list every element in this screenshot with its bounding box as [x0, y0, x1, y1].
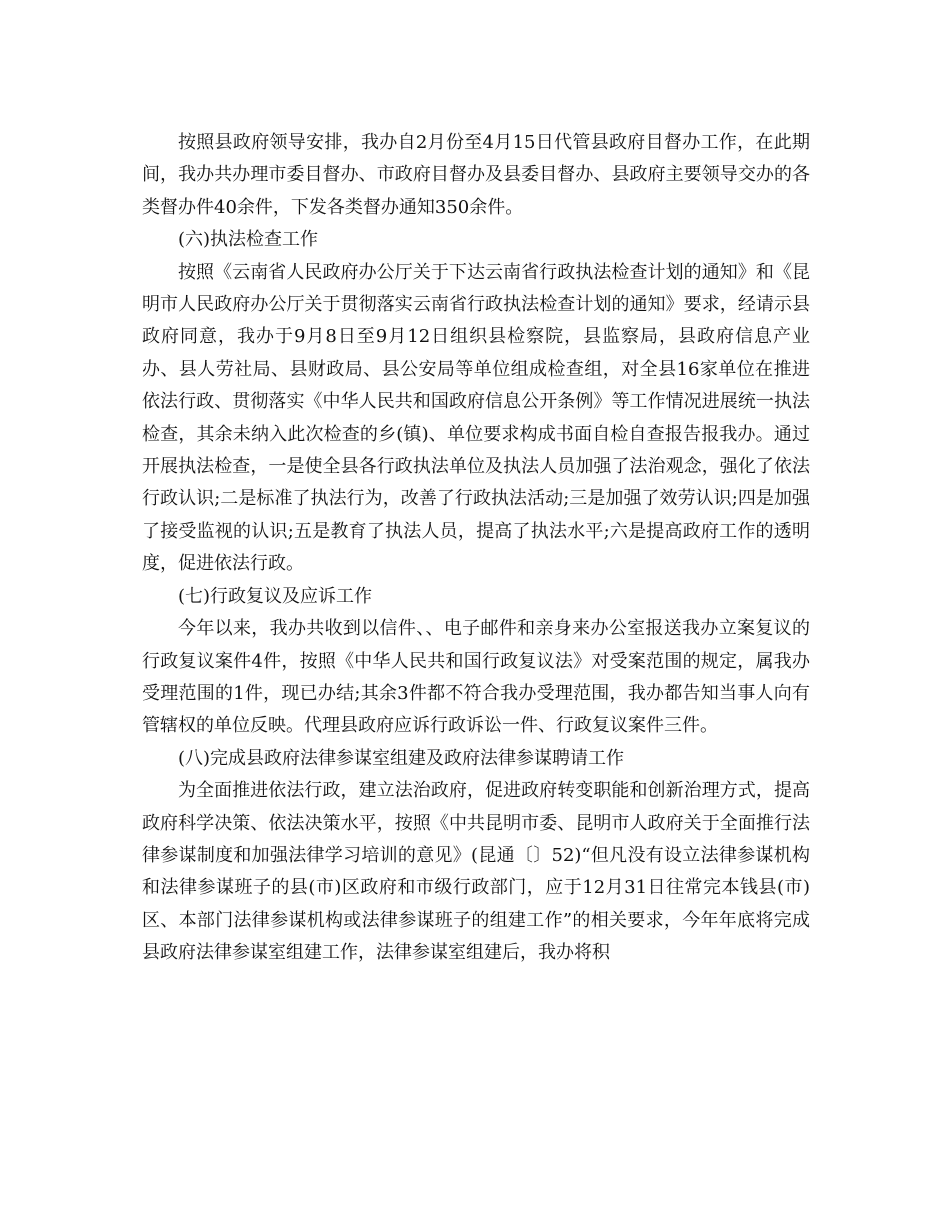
section-heading-6: (六)执法检查工作	[178, 229, 319, 251]
paragraph-administrative-review: 今年以来，我办共收到以信件、、电子邮件和亲身来办公室报送我办立案复议的行政复议案件4件，按照《中华人民共和国行政复议法》对受案范围的规定，属我办受理范围的1件，现已办结;其余3件都不符合我办受理范围，我办都告知当事人向有管辖权的单位反映。代理县政府应诉行政诉讼一件、行政复议案件三件。	[142, 618, 810, 737]
document-body	[142, 127, 810, 970]
paragraph-legal-counsel: 为全面推进依法行政，建立法治政府，促进政府转变职能和创新治理方式，提高政府科学决策、依法决策水平，按照《中共昆明市委、昆明市人政府关于全面推行法律参谋制度和加强法律学习培训的意见》(昆通〔〕52)“但凡没有设立法律参谋机构和法律参谋班子的县(市)区政府和市级行政部门，应于12月31日往常完本钱县(市)区、本部门法律参谋机构或法律参谋班子的组建工作”的相关要求，今年年底将完成县政府法律参谋室组建工作，法律参谋室组建后，我办将积	[142, 780, 810, 964]
section-heading-8: (八)完成县政府法律参谋室组建及政府法律参谋聘请工作	[178, 747, 625, 769]
paragraph-law-enforcement-inspection: 按照《云南省人民政府办公厅关于下达云南省行政执法检查计划的通知》和《昆明市人民政府办公厅关于贯彻落实云南省行政执法检查计划的通知》要求，经请示县政府同意，我办于9月8日至9月12日组织县检察院，县监察局，县政府信息产业办、县人劳社局、县财政局、县公安局等单位组成检查组，对全县16家单位在推进依法行政、贯彻落实《中华人民共和国政府信息公开条例》等工作情况进展统一执法检查，其余未纳入此次检查的乡(镇)、单位要求构成书面自检自查报告报我办。通过开展执法检查，一是使全县各行政执法单位及执法人员加强了法治观念，强化了依法行政认识;二是标准了执法行为，改善了行政执法活动;三是加强了效劳认识;四是加强了接受监视的认识;五是教育了执法人员，提高了执法水平;六是提高政府工作的透明度，促进依法行政。	[142, 261, 810, 575]
paragraph-supervision: 按照县政府领导安排，我办自2月份至4月15日代管县政府目督办工作，在此期间，我办共办理市委目督办、市政府目督办及县委目督办、县政府主要领导交办的各类督办件40余件，下发各类督办通知350余件。	[142, 132, 810, 218]
section-heading-7: (七)行政复议及应诉工作	[178, 585, 373, 607]
